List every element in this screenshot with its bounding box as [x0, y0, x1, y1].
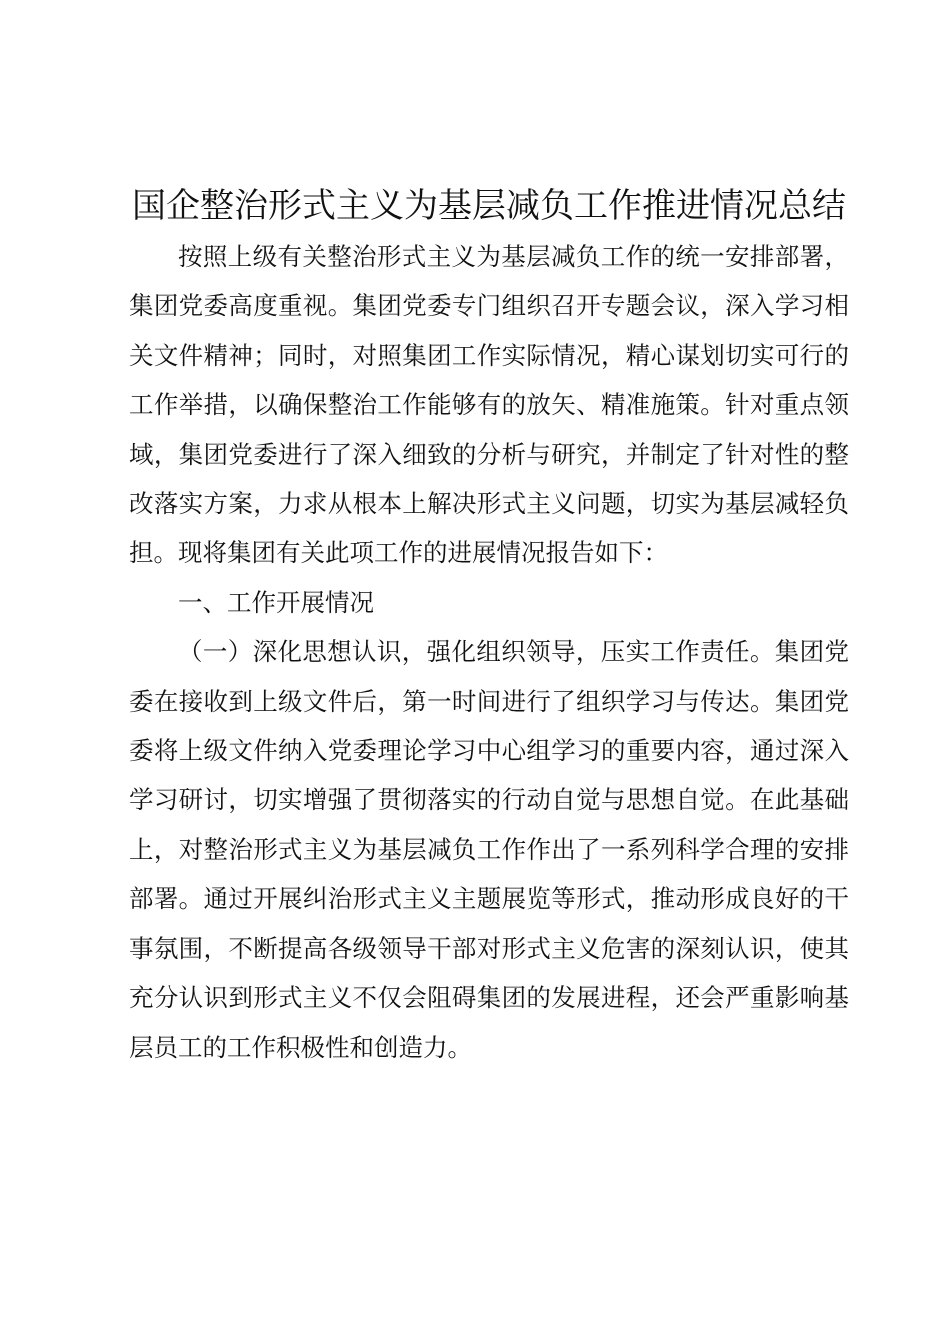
section-paragraph: （一）深化思想认识，强化组织领导，压实工作责任。集团党委在接收到上级文件后，第一时间进行了组织学习与传达。集团党委将上级文件纳入党委理论学习中心组学习的重要内容，通过深入学习研讨，切实增强了贯彻落实的行动自觉与思想自觉。在此基础上，对整治形式主义为基层减负工作作出了一系列科学合理的安排部署。通过开展纠治形式主义主题展览等形式，推动形成良好的干事氛围，不断提高各级领导干部对形式主义危害的深刻认识，使其充分认识到形式主义不仅会阻碍集团的发展进程，还会严重影响基层员工的工作积极性和创造力。 — [129, 637, 849, 1062]
document-title: 国企整治形式主义为基层减负工作推进情况总结 — [132, 186, 846, 226]
intro-paragraph: 按照上级有关整治形式主义为基层减负工作的统一安排部署，集团党委高度重视。集团党委专门组织召开专题会议，深入学习相关文件精神；同时，对照集团工作实际情况，精心谋划切实可行的工作举措，以确保整治工作能够有的放矢、精准施策。针对重点领域，集团党委进行了深入细致的分析与研究，并制定了针对性的整改落实方案，力求从根本上解决形式主义问题，切实为基层减轻负担。现将集团有关此项工作的进展情况报告如下： — [129, 242, 849, 568]
section-heading: 一、工作开展情况 — [178, 587, 374, 617]
document-body — [129, 182, 849, 1072]
